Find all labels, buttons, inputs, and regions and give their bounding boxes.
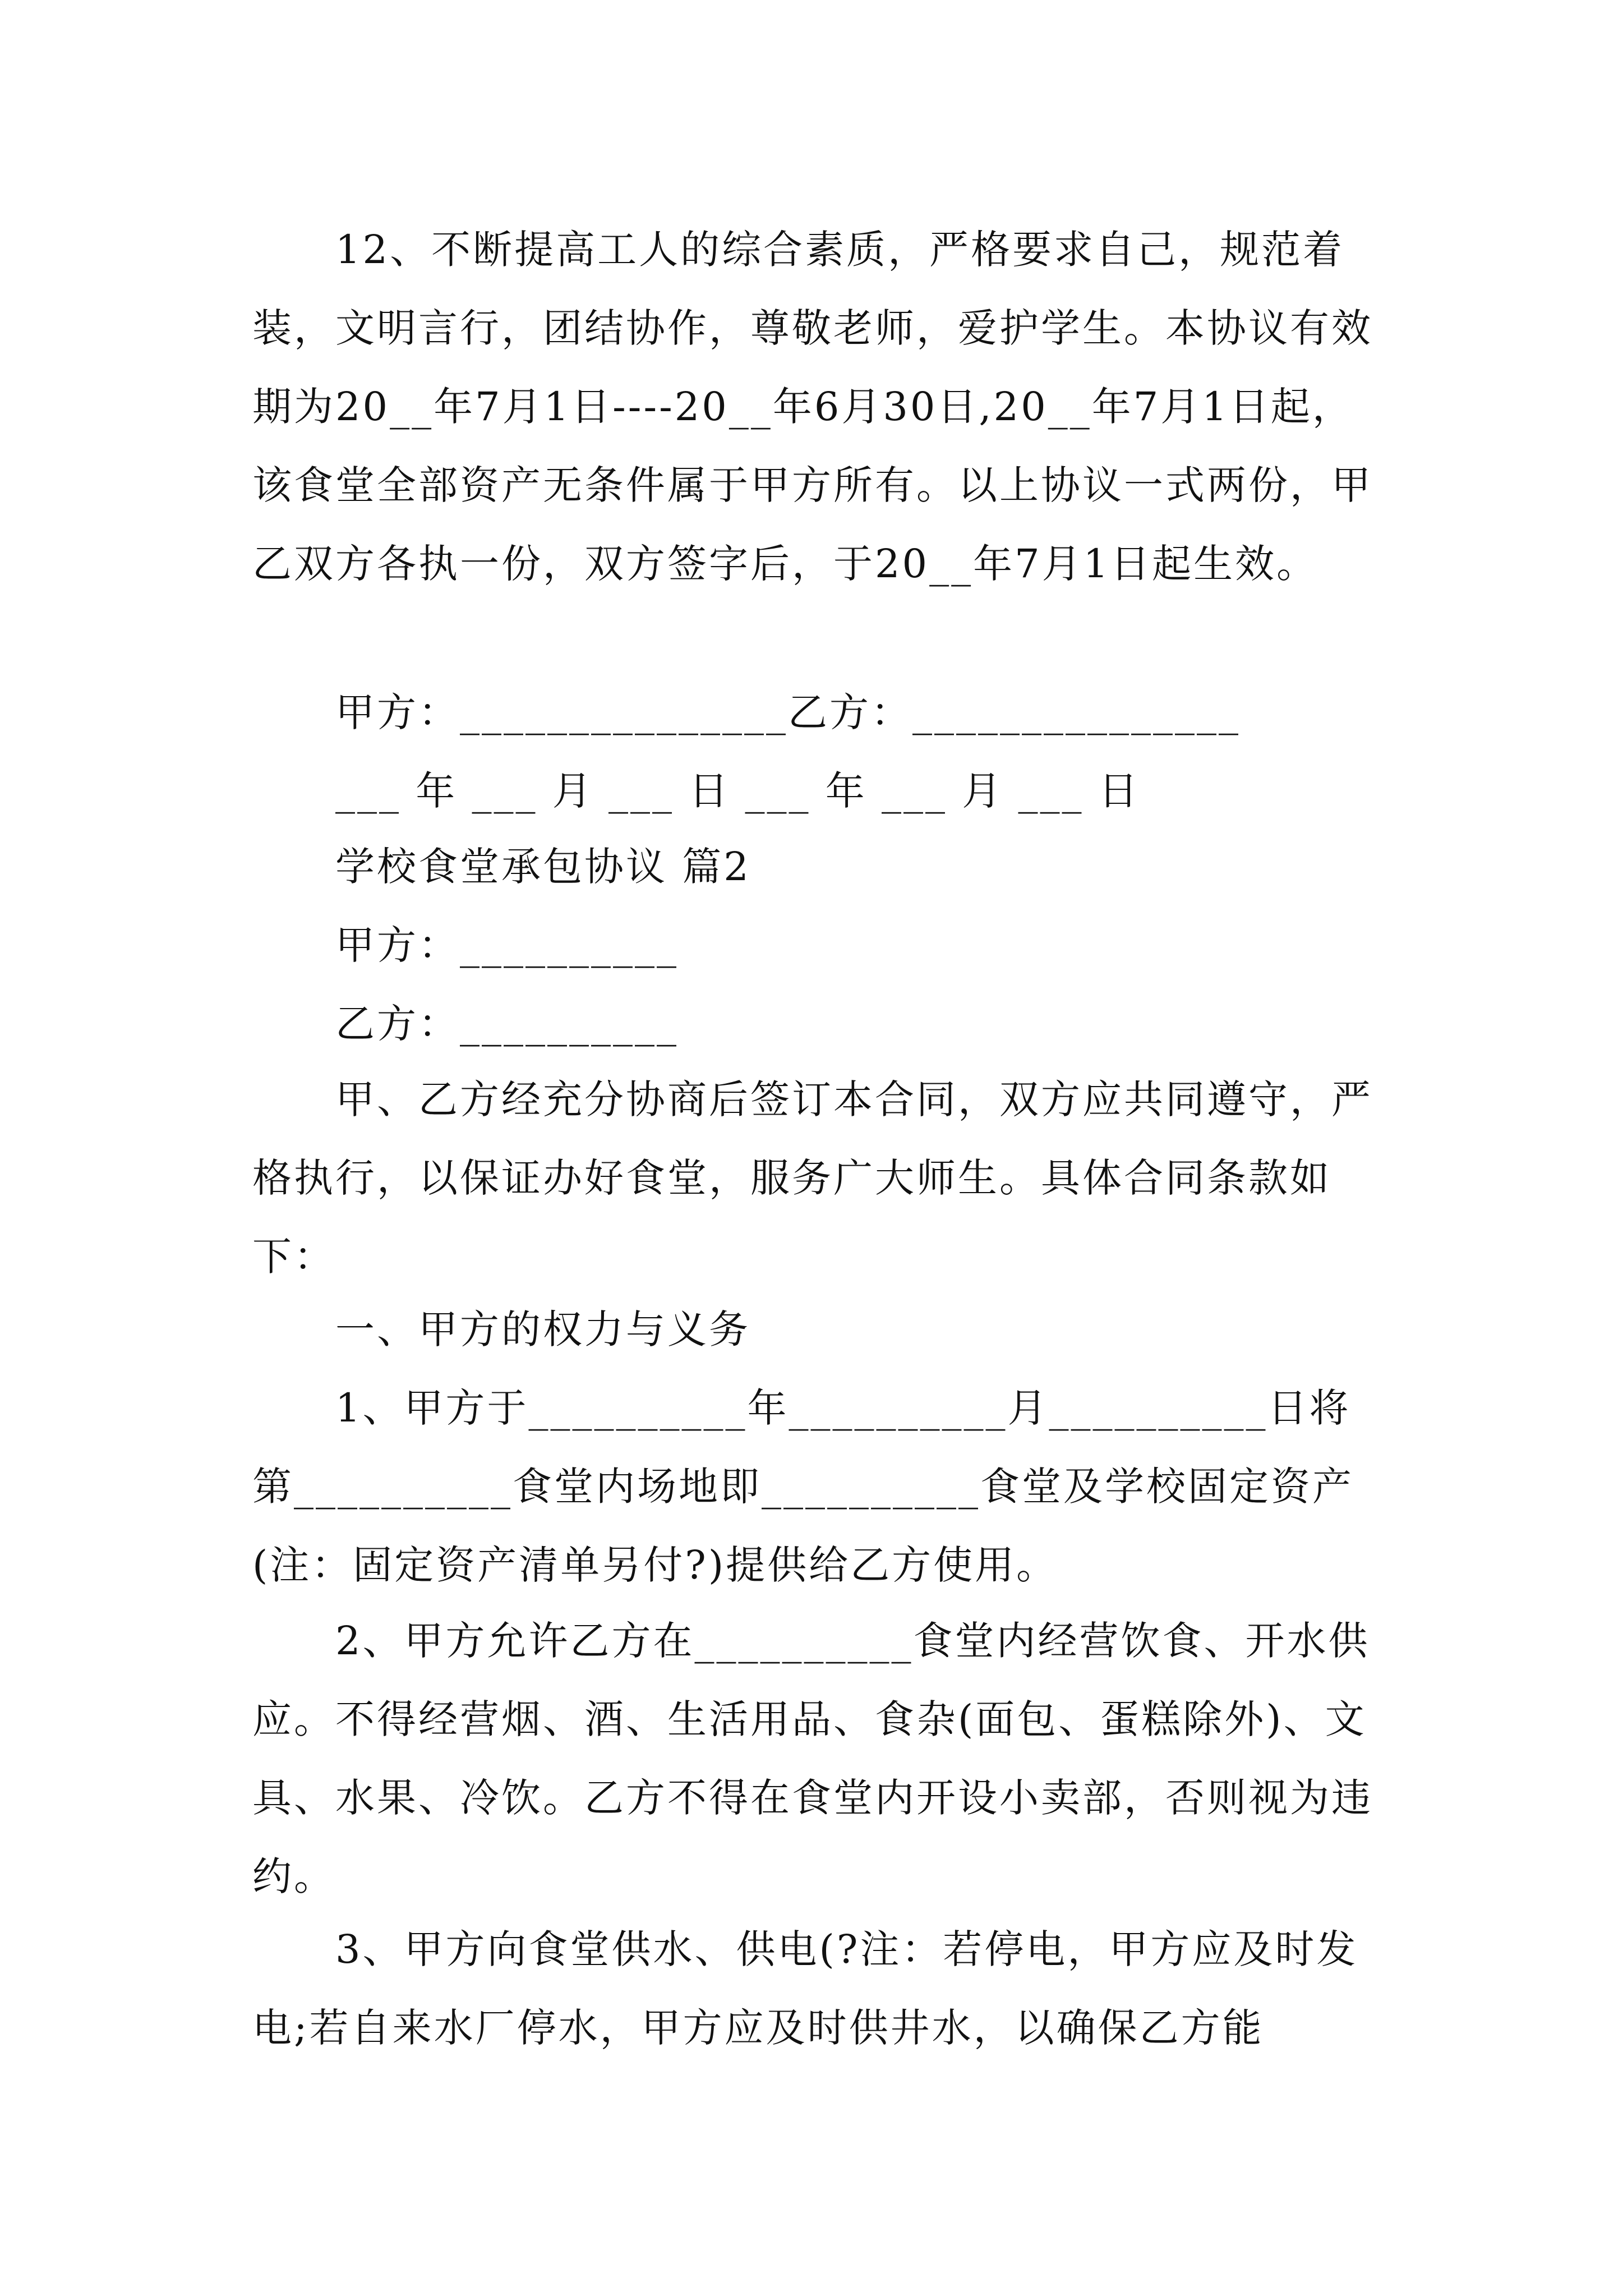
party-b-field: 乙方：__________ <box>252 1001 679 1047</box>
clause-2: 2、甲方允许乙方在__________食堂内经营饮食、开水供应。不得经营烟、酒、生活用品、食杂(面包、蛋糕除外)、文具、水果、冷饮。乙方不得在食堂内开设小卖部，否则视为违约。 <box>252 1618 1373 1899</box>
clause-3: 3、甲方向食堂供水、供电(?注：若停电，甲方应及时发电;若自来水厂停水，甲方应及时供井水，以确保乙方能 <box>252 1926 1358 2051</box>
section-heading-1: 一、甲方的权力与义务 <box>252 1306 750 1352</box>
date-line: ___ 年 ___ 月 ___ 日 ___ 年 ___ 月 ___ 日 <box>252 768 1140 814</box>
clause-1: 1、甲方于__________年__________月__________日将第__________食堂内场地即__________食堂及学校固定资产(注：固定资产清单另付?)提供给乙方使用。 <box>252 1385 1354 1588</box>
section-title: 学校食堂承包协议 篇2 <box>252 844 751 890</box>
signature-line: 甲方：_______________乙方：_______________ <box>252 689 1241 735</box>
party-a-field: 甲方：__________ <box>252 922 679 968</box>
intro-paragraph: 甲、乙方经充分协商后签订本合同，双方应共同遵守，严格执行，以保证办好食堂，服务广大师生。具体合同条款如下： <box>252 1076 1373 1280</box>
paragraph-12: 12、不断提高工人的综合素质，严格要求自己，规范着装，文明言行，团结协作，尊敬老师，爱护学生。本协议有效期为20__年7月1日----20__年6月30日,20__年7月1日起，该食堂全部资产无条件属于甲方所有。以上协议一式两份，甲乙双方各执一份，双方签字后，于20__年7月1日起生效。 <box>252 227 1373 587</box>
